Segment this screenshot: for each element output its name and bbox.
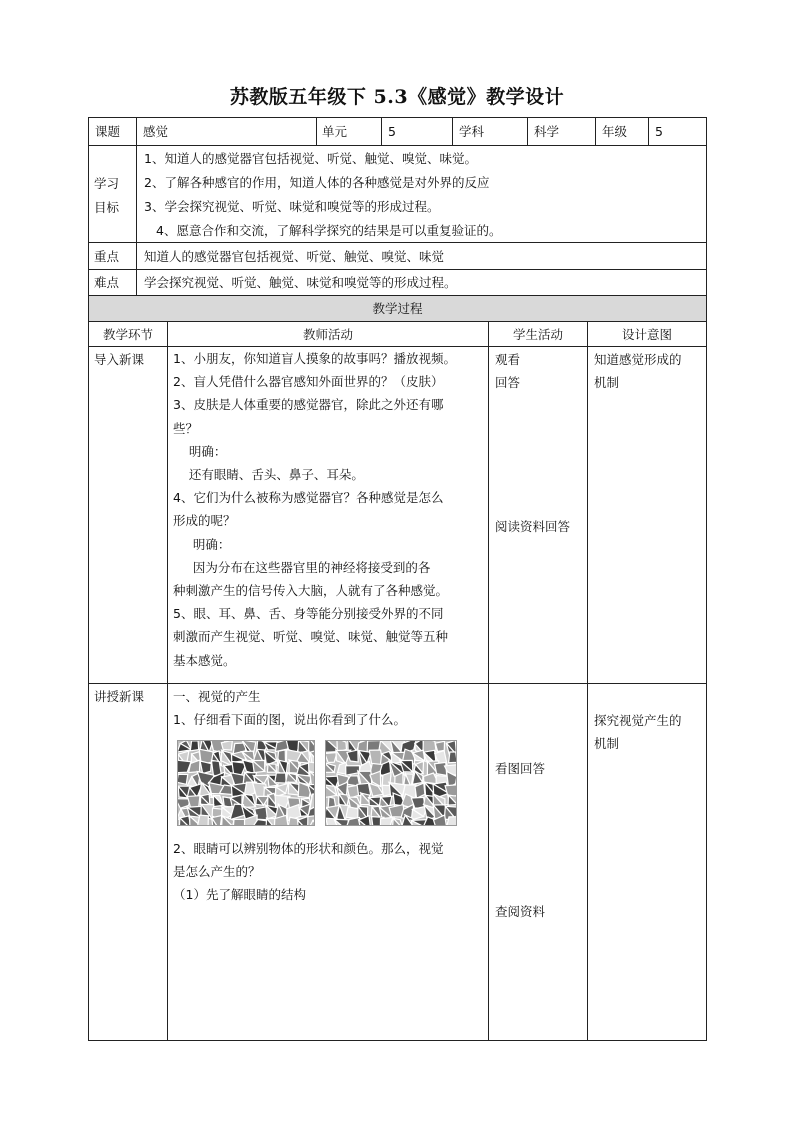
unit-value: 5 [388,124,396,139]
subject-value: 科学 [534,124,560,139]
lecture-student-2: 查阅资料 [495,904,546,919]
subject-label: 学科 [459,124,485,139]
mosaic-tile [221,741,232,750]
lecture-line-5: （1）先了解眼睛的结构 [173,887,306,902]
lecture-stage: 讲授新课 [94,689,145,704]
lecture-line-3: 2、眼睛可以辨别物体的形状和颜色。那么，视觉 [173,841,444,856]
intro-student-2: 回答 [495,375,521,390]
intro-line: 4、它们为什么被称为感觉器官？各种感觉是怎么 [173,490,444,506]
mosaic-tile [178,774,188,784]
intro-line: 1、小朋友，你知道盲人摸象的故事吗？播放视频。 [173,351,456,366]
grade-value: 5 [655,124,663,139]
intro-line: 形成的呢？ [173,513,236,529]
process-header-text: 教学过程 [372,301,423,316]
intro-line: 刺激而产生视觉、听觉、嗅觉、味觉、触觉等五种 [173,629,449,645]
intro-student-1: 观看 [495,352,521,367]
intro-line: 还有眼睛、舌头、鼻子、耳朵。 [173,467,364,483]
mosaic-tile [435,741,444,751]
goal-item: 2、了解各种感官的作用，知道人体的各种感觉是对外界的反应 [144,175,490,190]
intro-line: 5、眼、耳、鼻、舌、身等能分别接受外界的不同 [173,606,444,622]
process-header [89,296,706,321]
lecture-line-4: 是怎么产生的？ [173,864,261,879]
mosaic-tile [197,815,208,825]
lecture-line-1: 一、视觉的产生 [173,689,261,704]
mosaic-tile [380,817,392,825]
lecture-intent-1: 探究视觉产生的 [594,713,682,728]
topic-value: 感觉 [143,124,169,139]
key-point-label: 重点 [94,249,120,264]
mosaic-image-right [325,740,457,826]
intro-student-3: 阅读资料回答 [495,519,571,534]
intro-line: 明确： [173,443,227,459]
unit-label: 单元 [322,124,348,139]
intro-intent-1: 知道感觉形成的 [594,352,682,367]
col-intent: 设计意图 [621,327,672,342]
mosaic-tile [275,773,287,783]
intro-line: 基本感觉。 [173,652,236,668]
mosaic-tile [190,741,198,751]
lecture-student-1: 看图回答 [495,761,546,776]
goal-item: 1、知道人的感觉器官包括视觉、听觉、触觉、嗅觉、味觉。 [144,151,477,166]
intro-line: 3、皮肤是人体重要的感觉器官，除此之外还有哪 [173,397,444,413]
col-stage: 教学环节 [102,327,153,342]
intro-line: 些？ [173,420,199,436]
goal-item: 4、愿意合作和交流，了解科学探究的结果是可以重复验证的。 [156,223,502,238]
mosaic-tile [449,752,456,763]
intro-line: 明确： [173,536,231,552]
goals-list [144,147,501,243]
intro-line: 种刺激产生的信号传入大脑，人就有了各种感觉。 [173,583,449,599]
intro-line: 2、盲人凭借什么器官感知外面世界的？（皮肤） [173,374,444,390]
goals-label-1: 学习 [94,176,120,191]
intro-teacher-activity [173,347,456,672]
intro-line: 因为分布在这些器官里的神经将接受到的各 [173,559,431,575]
topic-label: 课题 [95,124,121,139]
difficulty-label: 难点 [94,275,120,290]
difficulty-text: 学会探究视觉、听觉、触觉、味觉和嗅觉等的形成过程。 [144,275,457,290]
mosaic-image-left [177,740,315,826]
lecture-intent-2: 机制 [594,736,620,751]
mosaic-tile [200,761,211,774]
page-title: 苏教版五年级下 5.3《感觉》教学设计 [229,86,565,108]
key-point-text: 知道人的感觉器官包括视觉、听觉、触觉、嗅觉、味觉 [144,249,445,264]
col-teacher: 教师活动 [302,327,353,342]
mosaic-tile [435,762,447,775]
goal-item: 3、学会探究视觉、听觉、味觉和嗅觉等的形成过程。 [144,199,440,214]
col-student: 学生活动 [512,327,563,342]
intro-intent-2: 机制 [594,375,620,390]
grade-label: 年级 [602,124,628,139]
intro-stage: 导入新课 [94,352,145,367]
lecture-line-2: 1、仔细看下面的图，说出你看到了什么。 [173,712,406,727]
goals-label-2: 目标 [94,200,120,215]
